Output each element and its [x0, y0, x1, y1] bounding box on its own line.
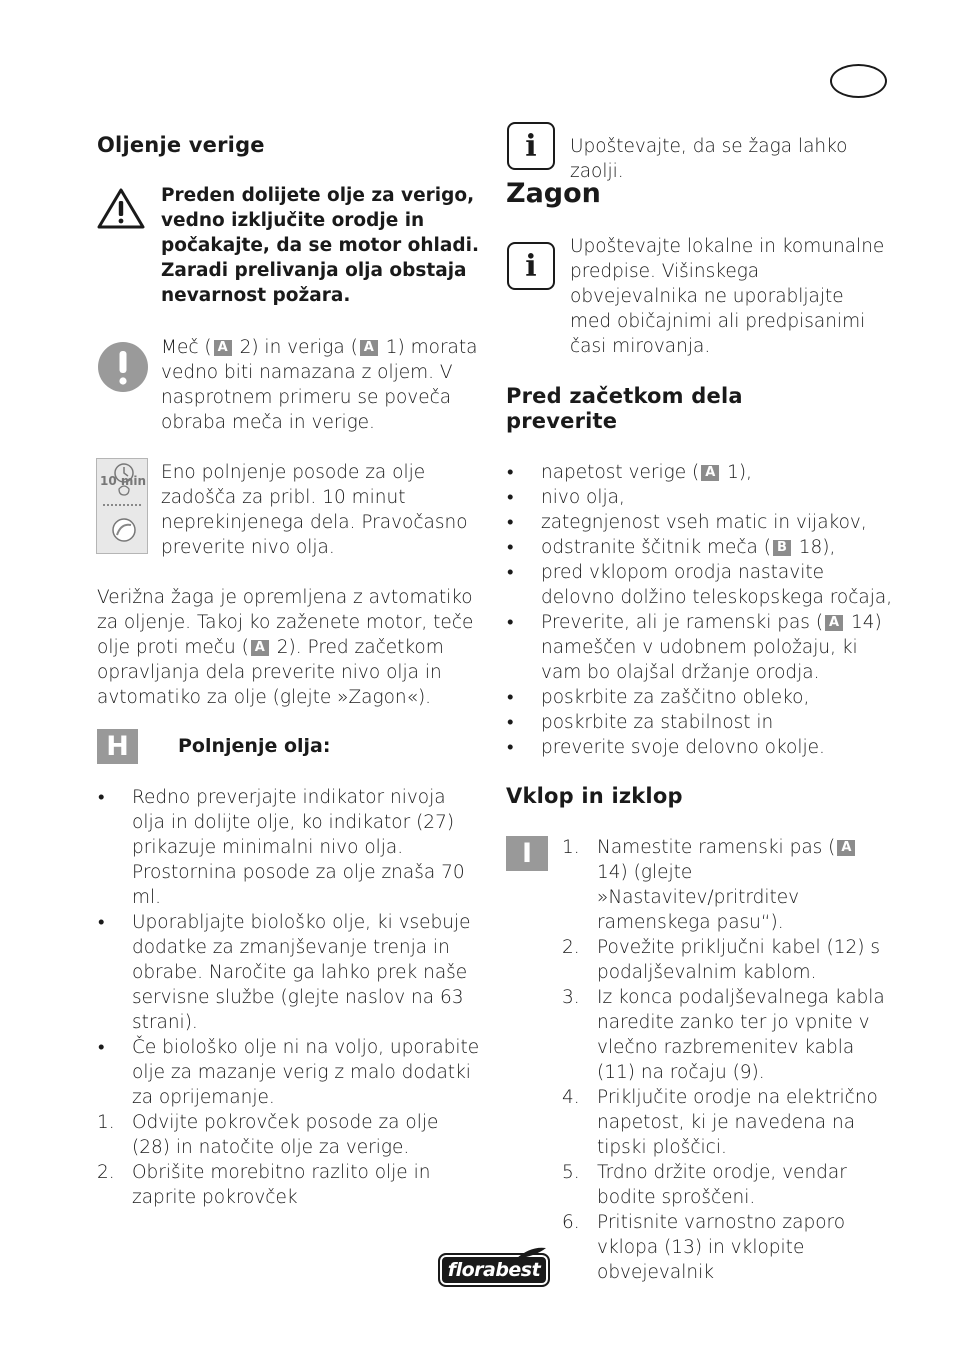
- switch-on-off-heading: Vklop in izklop: [506, 784, 683, 808]
- list-item: • poskrbite za zaščitno obleko,: [506, 685, 896, 710]
- info-icon: i: [507, 242, 555, 290]
- list-item: • Redno preverjajte indikator nivoja olja in dolijte olje, ko indikator (27) prikazuje minimalni nivo olja. Prostornina posode za olje znaša 70 ml.: [97, 785, 482, 910]
- list-item: • poskrbite za stabilnost in: [506, 710, 896, 735]
- auto-oiling-paragraph: Verižna žaga je opremljena z avtomatiko za oljenje. Takoj ko zaženete motor, teče olje proti meču ( A 2). Pred začetkom opravljanja dela preverite nivo olja in avtomatiko za olje (glejte »Zagon«).: [97, 587, 474, 708]
- notice-text: Meč ( A 2) in veriga ( A 1) morata vedno biti namazana z oljem. V nasprotnem primeru se poveča obraba meča in verige.: [161, 337, 478, 433]
- list-item: 2. Obrišite morebitno razlito olje in zaprite pokrovček: [97, 1162, 431, 1208]
- info-icon: i: [507, 122, 555, 170]
- oil-fill-time-icon: [96, 458, 148, 554]
- caution-circle-icon: [98, 342, 148, 392]
- oil-filling-steps: [97, 1110, 482, 1210]
- list-item: • Če biološko olje ni na voljo, uporabite olje za mazanje verig z malo dodatki za oprijemanje.: [97, 1035, 482, 1110]
- list-item: • pred vklopom orodja nastavite delovno dolžino teleskopskega ročaja,: [506, 560, 896, 610]
- oil-filling-list: [97, 785, 482, 1110]
- florabest-logo: [438, 1253, 550, 1287]
- info-oil-note: Upoštevajte, da se žaga lahko zaolji.: [570, 136, 848, 182]
- list-item: • odstranite ščitnik meča ( B 18),: [506, 535, 896, 560]
- list-item: • zategnjenost vseh matic in vijakov,: [506, 510, 896, 535]
- figure-ref-chip: B: [773, 540, 791, 556]
- section-tag-h: H: [97, 729, 138, 764]
- list-item: • preverite svoje delovno okolje.: [506, 735, 896, 760]
- startup-heading: Zagon: [506, 178, 601, 209]
- list-item: • nivo olja,: [506, 485, 896, 510]
- list-item: • Uporabljajte biološko olje, ki vsebuje dodatke za zmanjševanje trenja in obrabe. Naročite ga lahko prek naše servisne službe (glejte naslov na 63 strani).: [97, 910, 482, 1035]
- list-item: 3. Iz konca podaljševalnega kabla naredite zanko ter jo vpnite v vlečno razbremenitev kabla (11) na ročaju (9).: [562, 987, 885, 1083]
- figure-ref-chip: A: [214, 340, 232, 356]
- figure-ref-chip: A: [837, 840, 855, 856]
- figure-ref-chip: A: [251, 640, 269, 656]
- fill-icon-label: 10 min: [100, 474, 147, 488]
- section-tag-i: I: [506, 836, 548, 871]
- oil-filling-title: Polnjenje olja:: [178, 735, 331, 757]
- chain-oiling-heading: Oljenje verige: [97, 133, 265, 157]
- list-item: • napetost verige ( A 1),: [506, 460, 896, 485]
- logo-leaf-icon: [514, 1246, 548, 1260]
- fill-duration-text: Eno polnjenje posode za olje zadošča za pribl. 10 minut neprekinjenega dela. Pravočasno preverite nivo olja.: [161, 462, 468, 558]
- warning-triangle-icon: [97, 187, 145, 229]
- pre-work-checklist: [506, 460, 896, 760]
- language-badge: [830, 64, 887, 98]
- list-item: 1. Namestite ramenski pas ( A 14) (glejte »Nastavitev/pritrditev ramenskega pasu“).: [562, 835, 892, 935]
- pre-work-check-heading: Pred začetkom dela preverite: [506, 384, 743, 433]
- figure-ref-chip: A: [701, 465, 719, 481]
- switch-on-steps: [562, 835, 892, 1285]
- figure-ref-chip: A: [360, 340, 378, 356]
- list-item: 1. Odvijte pokrovček posode za olje (28) in natočite olje za verige.: [97, 1112, 439, 1158]
- list-item: 4. Priključite orodje na električno napetost, ki je navedena na tipski ploščici.: [562, 1087, 878, 1158]
- figure-ref-chip: A: [825, 615, 843, 631]
- list-item: 5. Trdno držite orodje, vendar bodite sproščeni.: [562, 1162, 847, 1208]
- list-item: • Preverite, ali je ramenski pas ( A 14) nameščen v udobnem položaju, ki vam bo olajšal držanje orodja.: [506, 610, 896, 685]
- list-item: 2. Povežite priključni kabel (12) s podaljševalnim kablom.: [562, 937, 881, 983]
- list-item: 6. Pritisnite varnostno zaporo vklopa (13) in vklopite obvejevalnik: [562, 1212, 846, 1283]
- logo-text: florabest: [447, 1259, 541, 1281]
- regulations-note: Upoštevajte lokalne in komunalne predpise. Višinskega obvejevalnika ne uporabljajte med običajnimi ali predpisanimi časi mirovanja.: [570, 236, 885, 357]
- warning-text: Preden dolijete olje za verigo, vedno izključite orodje in počakajte, da se motor ohladi. Zaradi prelivanja olja obstaja nevarnost požara.: [161, 185, 479, 306]
